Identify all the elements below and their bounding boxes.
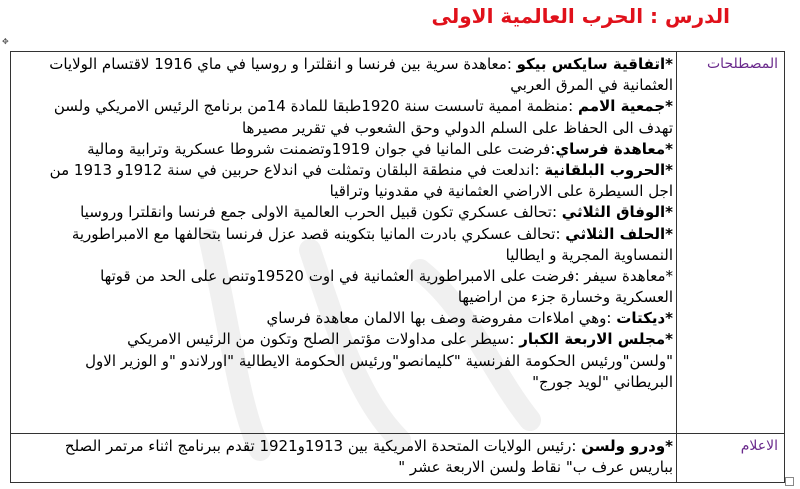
text-line (47, 202, 673, 223)
text-line (47, 54, 673, 75)
figures-label: الاعلام (740, 438, 778, 454)
term-keyword: *الحلف الثلاثي (565, 224, 673, 243)
term-definition: "ولسن"ورئيس الحكومة الفرنسية "كليمانصو"ورئيس الحكومة الايطالية "اورلاندو "و الوزير الاول (85, 351, 673, 370)
text-line (47, 351, 673, 372)
text-line (47, 160, 673, 181)
term-definition: :معاهدة سرية بين فرنسا و انقلترا و روسيا في ماي 1916 لاقتسام الولايات (49, 55, 517, 73)
text-line (47, 308, 673, 329)
term-definition: :تحالف عسكري تكون قبيل الحرب العالمية الاولى جمع فرنسا وانقلترا وروسيا (80, 203, 562, 222)
text-line (47, 224, 673, 245)
term-definition: العثمانية في المرق العربي (510, 76, 673, 95)
term-definition: :اندلعت في منطقة البلقان وتمثلت في اندلاع حربين في سنة 1912و 1913 من (49, 160, 545, 179)
term-definition: اجل السيطرة على الاراضي العثمانية في مقدونيا وتراقيا (329, 182, 673, 201)
term-definition: البريطاني "لويد جورج" (532, 372, 673, 391)
text-line (47, 245, 673, 266)
term-definition: :سيطر على مداولات مؤتمر الصلح وتكون من الرئيس الامريكي (127, 330, 520, 349)
text-line (47, 139, 673, 160)
term-keyword: *جمعية الامم (578, 97, 673, 116)
term-definition: النمساوية المجرية و ايطاليا (505, 245, 673, 264)
term-definition: :فرضت على المانيا في جوان 1919وتضمنت شروطا عسكرية وترابية ومالية (87, 139, 556, 158)
lesson-table (10, 51, 785, 483)
terms-content (47, 54, 673, 393)
term-definition: العسكرية وخسارة جزء من اراضيها (457, 288, 673, 307)
figures-content (47, 436, 673, 478)
table-anchor-icon[interactable]: ✥ (2, 37, 9, 46)
term-definition: *معاهدة سيفر :فرضت على الامبراطورية العثمانية في اوت 19520وتنص على الحد من قوتها (100, 266, 673, 285)
terms-label: المصطلحات (707, 56, 778, 72)
term-keyword: *ودرو ولسن (581, 437, 673, 455)
text-line (47, 266, 673, 287)
term-keyword: *ديكتات (616, 309, 673, 328)
term-definition: تهدف الى الحفاظ على السلم الدولي وحق الشعوب في تقرير مصيرها (241, 118, 673, 137)
text-line (47, 181, 673, 202)
term-keyword: *اتفاقية سايكس بيكو (516, 55, 673, 73)
table-row (11, 434, 784, 482)
term-definition: بباريس عرف ب" نقاط ولسن الاربعة عشر " (398, 458, 673, 477)
page-title: الدرس : الحرب العالمية الاولى (431, 4, 730, 28)
text-line (47, 436, 673, 457)
resize-handle-icon[interactable] (785, 477, 794, 486)
text-line (47, 96, 673, 117)
text-line (47, 457, 673, 478)
text-line (47, 118, 673, 139)
term-keyword: *مجلس الاربعة الكبار (519, 330, 673, 349)
term-definition: :تحالف عسكري بادرت المانيا بتكوينه قصد عزل فرنسا بتحالفها مع الامبراطورية (71, 224, 566, 243)
term-keyword: *الوفاق الثلاثي (561, 203, 673, 222)
text-line (47, 372, 673, 393)
term-definition: :رئيس الولايات المتحدة الامريكية بين 1913و1921 تقدم ببرنامج اثناء مرتمر الصلح (64, 437, 582, 455)
term-definition: :وهي املاءات مفروضة وصف بها الالمان معاهدة فرساي (266, 309, 617, 328)
text-line (47, 75, 673, 96)
text-line (47, 287, 673, 308)
text-line (47, 329, 673, 350)
table-row (11, 52, 784, 434)
term-keyword: *الحروب البلقانية (544, 160, 673, 179)
term-keyword: *معاهدة فرساي (555, 139, 673, 158)
term-definition: :منظمة اممية تاسست سنة 1920طبقا للمادة 14من برنامج الرئيس الامريكي ولسن (53, 97, 579, 116)
